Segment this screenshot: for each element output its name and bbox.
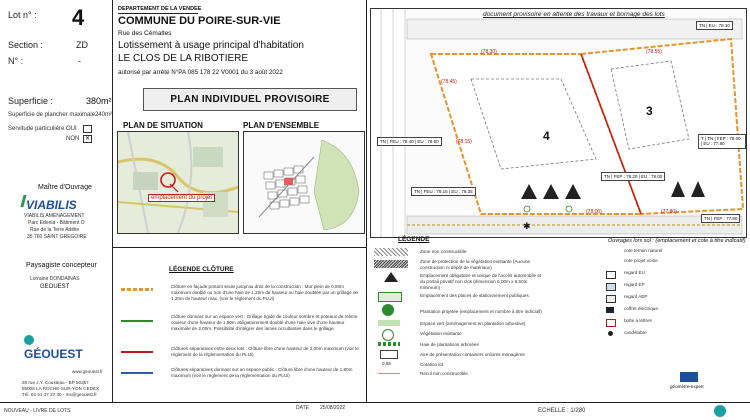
footer-date-label: DATE [296, 405, 309, 411]
legend-recul-icon [378, 373, 400, 374]
legend-green-space-icon [378, 320, 400, 326]
legend-cloture-item-2: Clôture donnant sur un espace vert : Grillage rigide de couleur sombre et poteaux de même couleur d'une hauteur de 1,80m obligatoirement doublé d'une haie vive d'une hauteur maximale de 2,00m. Possibilité d'intégrer des lames occultantes dans le grillage. [171, 314, 358, 331]
lot-info [0, 0, 112, 140]
legend-plan-item-10: Cotation lot [420, 362, 444, 367]
plan-svg [371, 9, 746, 237]
servitude-oui: OUI [66, 126, 77, 132]
ouvrage-7: boîte à lettres [624, 318, 652, 323]
n-label: N° : [8, 56, 24, 66]
legend-line-orange-icon [121, 288, 153, 291]
ouvrages-title: Ouvrages lors sol : (emplacement et cote à titre indicatif) [608, 238, 746, 244]
legend-plan-item-7: Végétation existante [420, 331, 462, 336]
section-label: Section : [8, 40, 44, 50]
geouest-block [0, 335, 112, 400]
legend-hatch-icon [374, 248, 408, 256]
situation-map [117, 131, 239, 234]
legend-line-green-icon [121, 320, 153, 322]
boite-lettres-icon [606, 319, 616, 327]
legend-cloture-item-1: Clôture en façade portant seule jusqu'au droit de la construction : Mur plein de 0,80m maximum doublé ou non d'une haie de 1,20m de hauteur ou haie doublée par un grillage de 1,20m de hauteur max. (voir le règlement du PLUi) [171, 284, 359, 301]
tag-5: TN | FEU : 78.15 | EU : 78.35 [411, 187, 476, 196]
ouvrage-3: regard EU [624, 270, 645, 275]
lot-3-number: 3 [646, 104, 653, 118]
legend-access-icon [384, 272, 398, 282]
cote-4: (78.00) [586, 209, 602, 215]
geouest-addr2: 85008 LA ROCHE-SUR-YON CEDEX [22, 386, 100, 391]
maitre-addr2: Rue de la Terre Adélie [30, 227, 80, 233]
legend-plan-title: LÉGENDE [398, 236, 430, 243]
n-value: - [78, 56, 81, 66]
dept-label: DEPARTEMENT DE LA VENDEE [118, 6, 202, 12]
footer-date: 25/08/2022 [320, 405, 346, 411]
legend-tree-icon [382, 304, 394, 316]
geouest-logo: GÉOUEST [24, 347, 83, 361]
plancher-value: 240m² [95, 112, 113, 118]
paysagiste-company: GEOUEST [40, 284, 70, 290]
cote-2: (78.30) [481, 49, 497, 55]
lot-value: 4 [72, 5, 85, 30]
tag-6: TN | FEP : 77.80 [701, 214, 740, 223]
legend-line-red-icon [121, 351, 153, 353]
paysagiste-label: Paysagiste concepteur [26, 262, 97, 269]
footer-bar [0, 403, 750, 420]
coffret-icon [606, 307, 614, 313]
section-value: ZD [76, 40, 88, 50]
lot-4-number: 4 [543, 129, 550, 143]
servitude-non-checkbox: ✕ [84, 136, 91, 142]
paysagiste [0, 262, 112, 302]
ouvrage-2: cote projet voirie [624, 258, 658, 263]
ensemble-map [243, 131, 365, 234]
maitre-label: Maître d'Ouvrage [38, 184, 92, 191]
legend-plan-item-4: Emplacement des places de stationnement publiques [420, 293, 529, 298]
cote-6: (78.45) [441, 79, 457, 85]
emplacement-label: emplacement du projet [148, 194, 215, 202]
legend-crosshatch-icon [374, 260, 408, 268]
ouvrage-5: regard AEP [624, 294, 648, 299]
servitude-non: NON [66, 136, 80, 142]
legend-line-blue-icon [121, 372, 153, 374]
maitre-addr3: 35 760 SAINT GREGOIRE [27, 234, 87, 240]
candelabre-icon [608, 331, 613, 336]
geouest-addr1: 26 rue J.Y. Cousteau - BP 50357 [22, 380, 89, 385]
legend-plan-item-8: Haie de plantations arborées [420, 342, 479, 347]
maitre-addr1: Parc Edonia - Bâtiment O [28, 220, 85, 226]
superficie-label: Superficie : [8, 96, 54, 106]
legend-plan-item-6: Espace vert (aménagement en plantation arbustive) [420, 321, 526, 326]
servitude-label: Servitude particulière : [8, 126, 68, 132]
legend-cloture-item-4: Clôtures séparatives donnant sur un espace public : Clôture libre d'une hauteur de 1,80m maximum (voir le règlement de la réglementation du PLUi) [171, 367, 353, 378]
plan-drawing [370, 8, 747, 238]
legend-cloture-title: LÉGENDE CLÔTURE [169, 266, 234, 273]
cote-3: (78.15) [456, 139, 472, 145]
ouvrage-1: cote terrain naturel [624, 248, 663, 253]
lotissement-name: LE CLOS DE LA RIBOTIERE [118, 53, 249, 64]
viabilis-logo: VIABILIS [26, 198, 77, 212]
ensemble-map-drawing [244, 132, 364, 233]
tag-3: TN | FEU : 78.40 | EU : 78.60 [377, 137, 442, 146]
legend-plan-item-9: Aire de présentation containers ordures ménagères [420, 352, 525, 357]
tag-4: TN | FEP : 78.20 | EU : 78.00 [601, 172, 665, 181]
plan-ensemble-title: PLAN D'ENSEMBLE [243, 121, 320, 130]
maitre-company: VIABILIS AMENAGEMENT [24, 213, 85, 219]
tag-1: TN | EU : 78.10 [696, 21, 733, 30]
legend-plan-item-11: Recul non constructible [420, 371, 468, 376]
geometre-label: géomètre-expert [670, 384, 704, 389]
geouest-mark-icon [24, 335, 34, 345]
legend-plan-item-1: Zone non constructible [420, 249, 467, 254]
regard-eu-icon [606, 271, 616, 279]
legend-container-icon [380, 350, 398, 359]
cote-5: (77.80) [661, 209, 677, 215]
title-block [113, 0, 366, 90]
regard-aep-icon [606, 295, 616, 303]
geouest-web: www.geouest.fr [72, 369, 103, 374]
arrete-label: autorisé par arrêté N°PA 085 178 22 V0001 du 3 août 2022 [118, 69, 283, 76]
legend-plan-item-3: Emplacement obligatoire et unique de l'accès automobile et du portail privatif non clos (dimension 6,00m x 5,50m minimum) [420, 273, 542, 290]
ouvrage-6: coffret électrique [624, 306, 658, 311]
tag-2: T | TN | FEP : 78.00 | EU : 77.80 [698, 134, 746, 149]
lot-label: Lot n° : [8, 10, 37, 20]
footer-scale: ECHELLE : 1/280 [538, 408, 586, 414]
footer-left: NOUVEAU - LIVRE DE LOTS [4, 408, 71, 414]
plan-banner: PLAN INDIVIDUEL PROVISOIRE [143, 88, 357, 111]
servitude-oui-checkbox [83, 125, 92, 133]
ouvrage-8: candélabre [624, 330, 647, 335]
legend-existing-veg-icon [382, 329, 394, 341]
legend-plan-item-5: Plantation projetée (emplacement et nombre à titre indicatif) [420, 309, 542, 314]
plancher-label: Superficie de plancher maximale : [8, 112, 99, 118]
situation-map-drawing [118, 132, 238, 233]
geometre-logo-icon [680, 372, 698, 382]
superficie-value: 380m² [86, 96, 112, 106]
paysagiste-name: Lorraine DONDAINAS [30, 276, 80, 282]
cote-1: (78.55) [646, 49, 662, 55]
geouest-tel: Tél. 02 51 37 27 30 - ms@geouest.fr [22, 392, 97, 397]
legend-cloture [113, 248, 366, 398]
legend-cote-value: 0,95 [382, 361, 391, 366]
lotissement-label: Lotissement à usage principal d'habitation [118, 40, 304, 51]
legend-cloture-item-3: Clôtures séparatives entre deux lots : Clôture libre d'une hauteur de 2,00m maximum (voir le règlement de la réglementation du PLUi) [171, 346, 359, 357]
plan-situation-title: PLAN DE SITUATION [123, 121, 203, 130]
ouvrage-4: regard EP [624, 282, 645, 287]
legend-hedge-icon [378, 342, 400, 346]
legend-parking-icon [378, 292, 402, 302]
commune-title: COMMUNE DU POIRE-SUR-VIE [118, 15, 281, 27]
regard-ep-icon [606, 283, 616, 291]
maitre-ouvrage [0, 150, 112, 240]
legend-plan-item-2: Zone de protection de la végétation existante (Aucune construction ni dépôt de matériaux) [420, 259, 531, 270]
footer-logo-icon [714, 405, 726, 417]
street-label: Rue des Cémaltes [118, 30, 172, 37]
svg-text:✱: ✱ [523, 222, 531, 232]
plan-header: document provisoire en attente des travaux et bornage des lots [483, 11, 665, 18]
legend-plan [370, 236, 745, 402]
